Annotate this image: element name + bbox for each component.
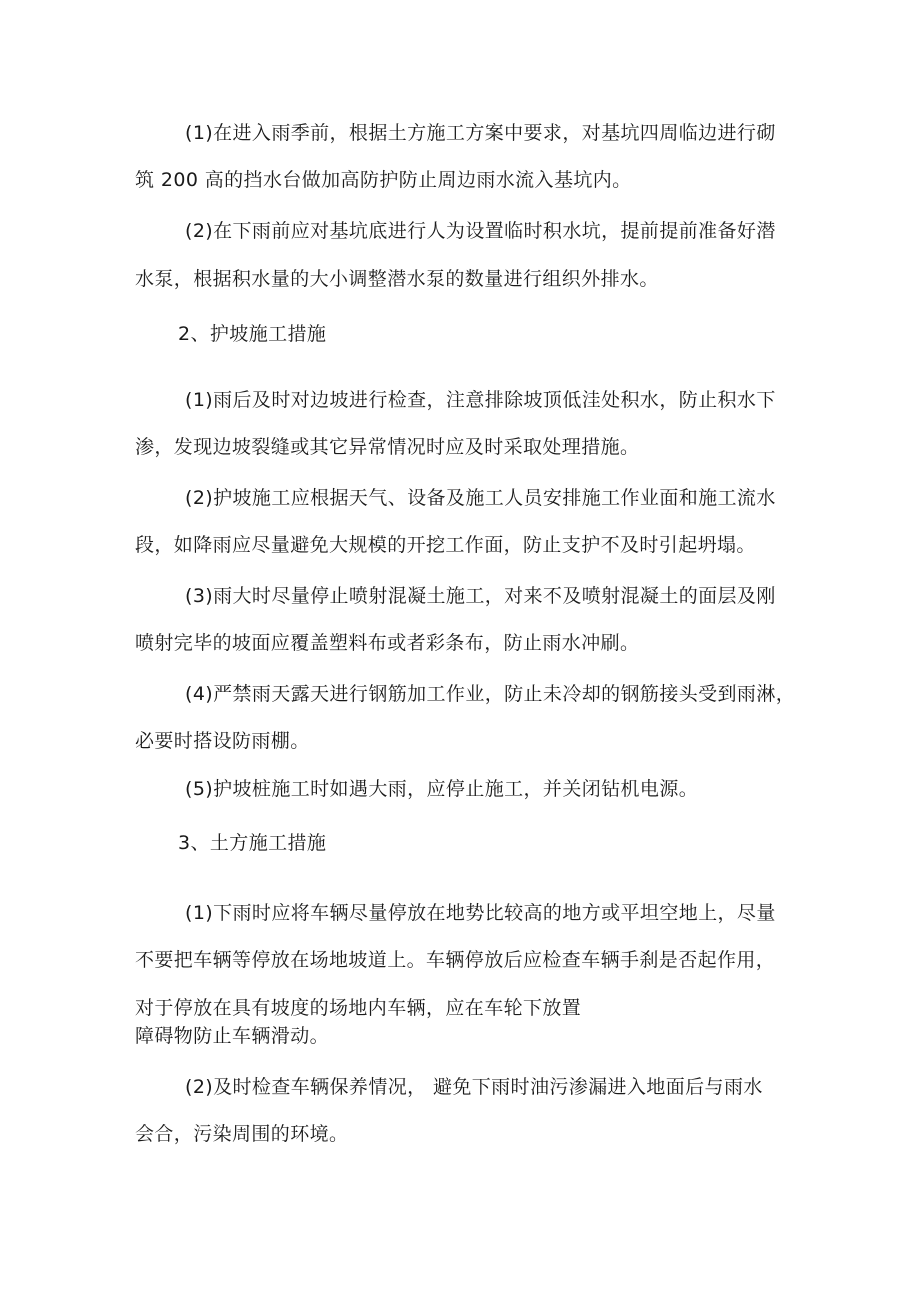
- paragraph-3-line-2: 渗，发现边坡裂缝或其它异常情况时应及时采取处理措施。: [135, 436, 640, 458]
- paragraph-6-line-1: (4)严禁雨天露天进行钢筋加工作业，防止未冷却的钢筋接头受到雨淋，: [185, 683, 796, 705]
- paragraph-3-line-1: (1)雨后及时对边坡进行检查，注意排除坡顶低洼处积水，防止积水下: [185, 389, 776, 411]
- paragraph-4-line-1: (2)护坡施工应根据天气、设备及施工人员安排施工作业面和施工流水: [185, 487, 776, 509]
- paragraph-8-line-2: 不要把车辆等停放在场地坡道上。车辆停放后应检查车辆手刹是否起作用，: [135, 949, 776, 971]
- paragraph-1-line-1: (1)在进入雨季前，根据土方施工方案中要求，对基坑四周临边进行砌: [185, 122, 776, 144]
- paragraph-8-line-4: 障碍物防止车辆滑动。: [135, 1025, 330, 1047]
- paragraph-8-line-1: (1)下雨时应将车辆尽量停放在地势比较高的地方或平坦空地上，尽量: [185, 902, 776, 924]
- paragraph-9-line-1: (2)及时检查车辆保养情况， 避免下雨时油污渗漏进入地面后与雨水: [185, 1076, 763, 1098]
- paragraph-5-line-2: 喷射完毕的坡面应覆盖塑料布或者彩条布，防止雨水冲刷。: [135, 632, 640, 654]
- paragraph-2-line-2: 水泵，根据积水量的大小调整潜水泵的数量进行组织外排水。: [135, 268, 659, 290]
- paragraph-6-line-2: 必要时搭设防雨棚。: [135, 730, 310, 752]
- paragraph-4-line-2: 段，如降雨应尽量避免大规模的开挖工作面，防止支护不及时引起坍塌。: [135, 534, 756, 556]
- paragraph-1-line-2: 筑 200 高的挡水台做加高防护防止周边雨水流入基坑内。: [135, 169, 632, 191]
- paragraph-8-line-3: 对于停放在具有坡度的场地内车辆，应在车轮下放置: [135, 997, 582, 1019]
- paragraph-9-line-2: 会合，污染周围的环境。: [135, 1123, 349, 1145]
- paragraph-2-line-1: (2)在下雨前应对基坑底进行人为设置临时积水坑，提前提前准备好潜: [185, 220, 776, 242]
- section-heading-2: 2、护坡施工措施: [178, 323, 327, 345]
- paragraph-5-line-1: (3)雨大时尽量停止喷射混凝土施工，对来不及喷射混凝土的面层及刚: [185, 585, 776, 607]
- section-heading-3: 3、土方施工措施: [178, 832, 327, 854]
- paragraph-7-line-1: (5)护坡桩施工时如遇大雨，应停止施工，并关闭钻机电源。: [185, 778, 699, 800]
